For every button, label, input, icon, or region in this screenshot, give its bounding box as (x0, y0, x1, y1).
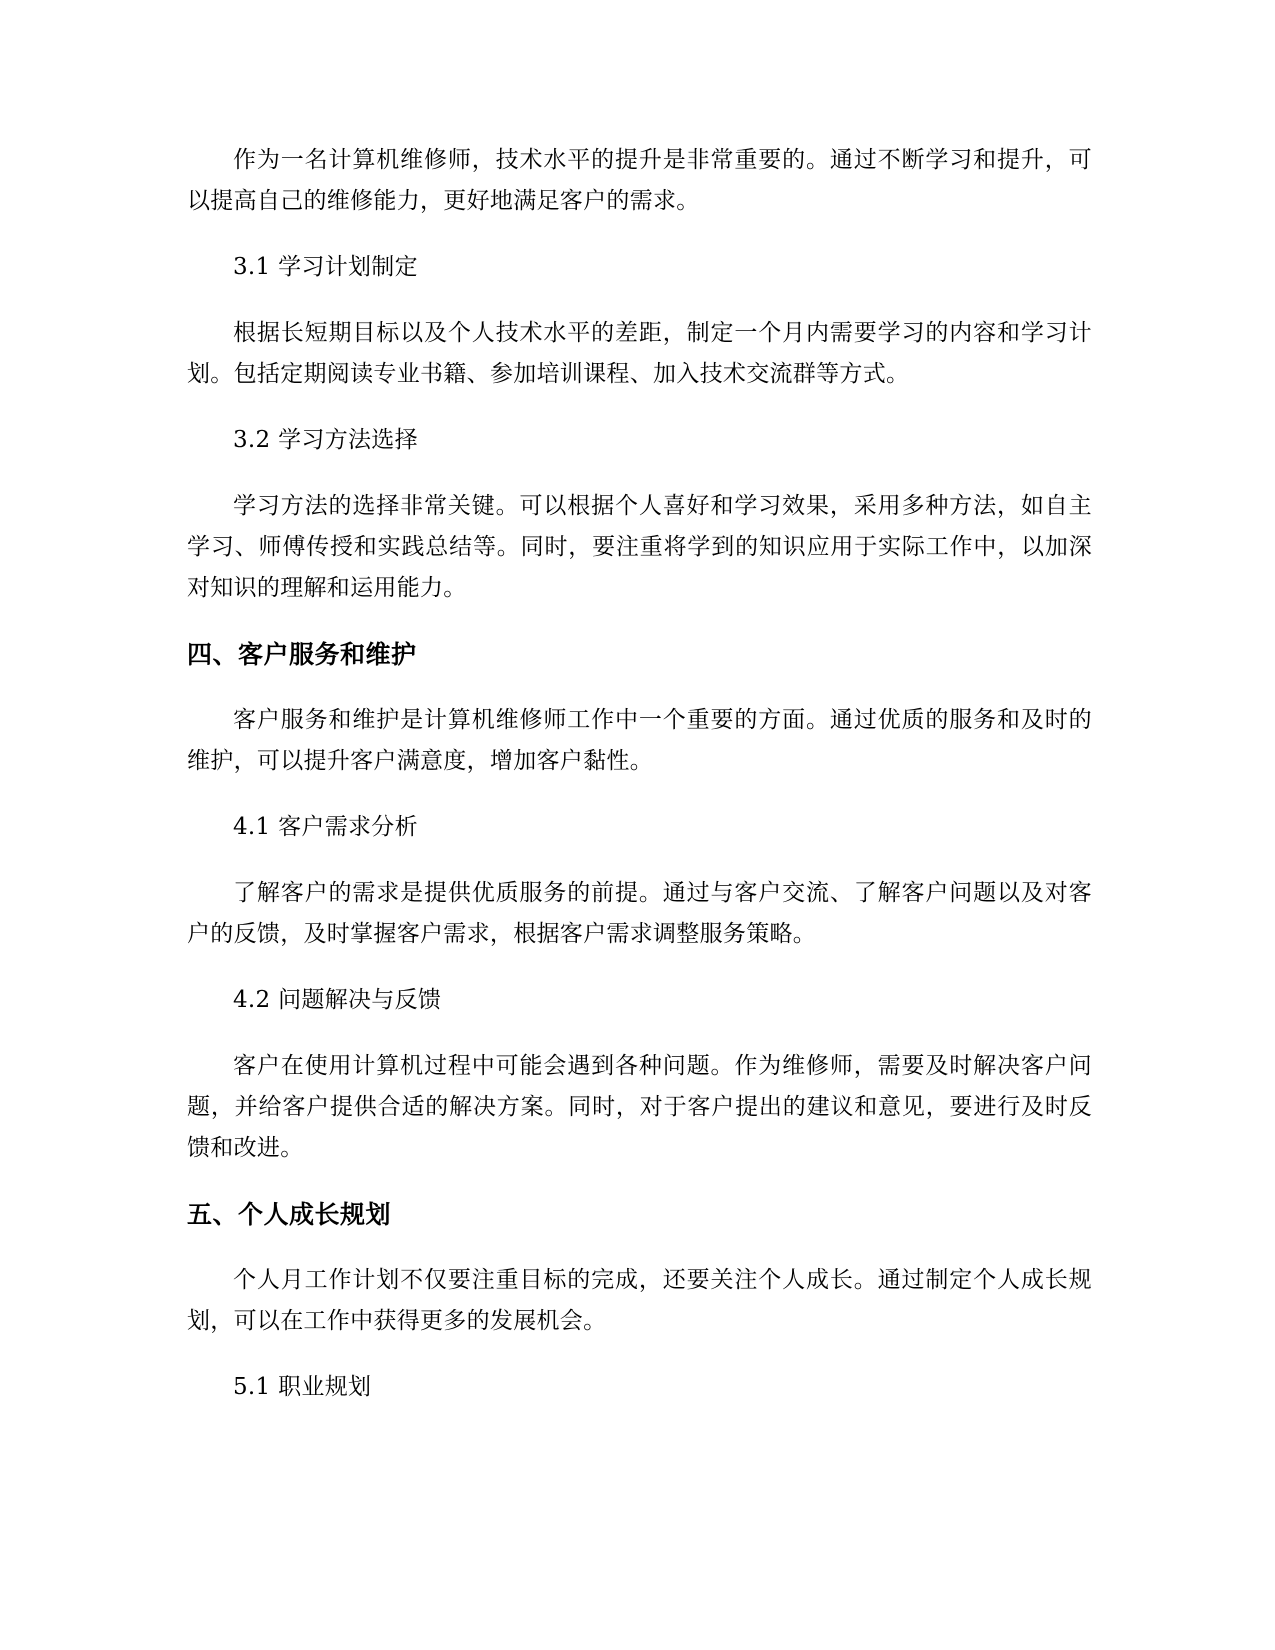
paragraph-study-methods: 学习方法的选择非常关键。可以根据个人喜好和学习效果，采用多种方法，如自主学习、师傅传授和实践总结等。同时，要注重将学到的知识应用于实际工作中，以加深对知识的理解和运用能力。 (187, 493, 1092, 601)
subheading-3-2: 3.2 学习方法选择 (233, 427, 418, 453)
subheading-4-1: 4.1 客户需求分析 (233, 814, 418, 840)
subheading-5-1: 5.1 职业规划 (233, 1374, 372, 1400)
paragraph-personal-growth-intro: 个人月工作计划不仅要注重目标的完成，还要关注个人成长。通过制定个人成长规划，可以在工作中获得更多的发展机会。 (187, 1267, 1092, 1334)
section-heading-customer-service: 四、客户服务和维护 (187, 640, 417, 669)
paragraph-customer-service-intro: 客户服务和维护是计算机维修师工作中一个重要的方面。通过优质的服务和及时的维护，可以提升客户满意度，增加客户黏性。 (187, 707, 1092, 774)
document-body (187, 140, 1092, 1433)
paragraph-problem-solving: 客户在使用计算机过程中可能会遇到各种问题。作为维修师，需要及时解决客户问题，并给客户提供合适的解决方案。同时，对于客户提出的建议和意见，要进行及时反馈和改进。 (187, 1053, 1092, 1161)
paragraph-customer-needs: 了解客户的需求是提供优质服务的前提。通过与客户交流、了解客户问题以及对客户的反馈，及时掌握客户需求，根据客户需求调整服务策略。 (187, 880, 1092, 947)
section-heading-personal-growth: 五、个人成长规划 (187, 1200, 392, 1229)
subheading-3-1: 3.1 学习计划制定 (233, 254, 418, 280)
paragraph-tech-improvement-intro: 作为一名计算机维修师，技术水平的提升是非常重要的。通过不断学习和提升，可以提高自己的维修能力，更好地满足客户的需求。 (187, 147, 1092, 214)
subheading-4-2: 4.2 问题解决与反馈 (233, 987, 442, 1013)
paragraph-study-plan: 根据长短期目标以及个人技术水平的差距，制定一个月内需要学习的内容和学习计划。包括定期阅读专业书籍、参加培训课程、加入技术交流群等方式。 (187, 320, 1092, 387)
